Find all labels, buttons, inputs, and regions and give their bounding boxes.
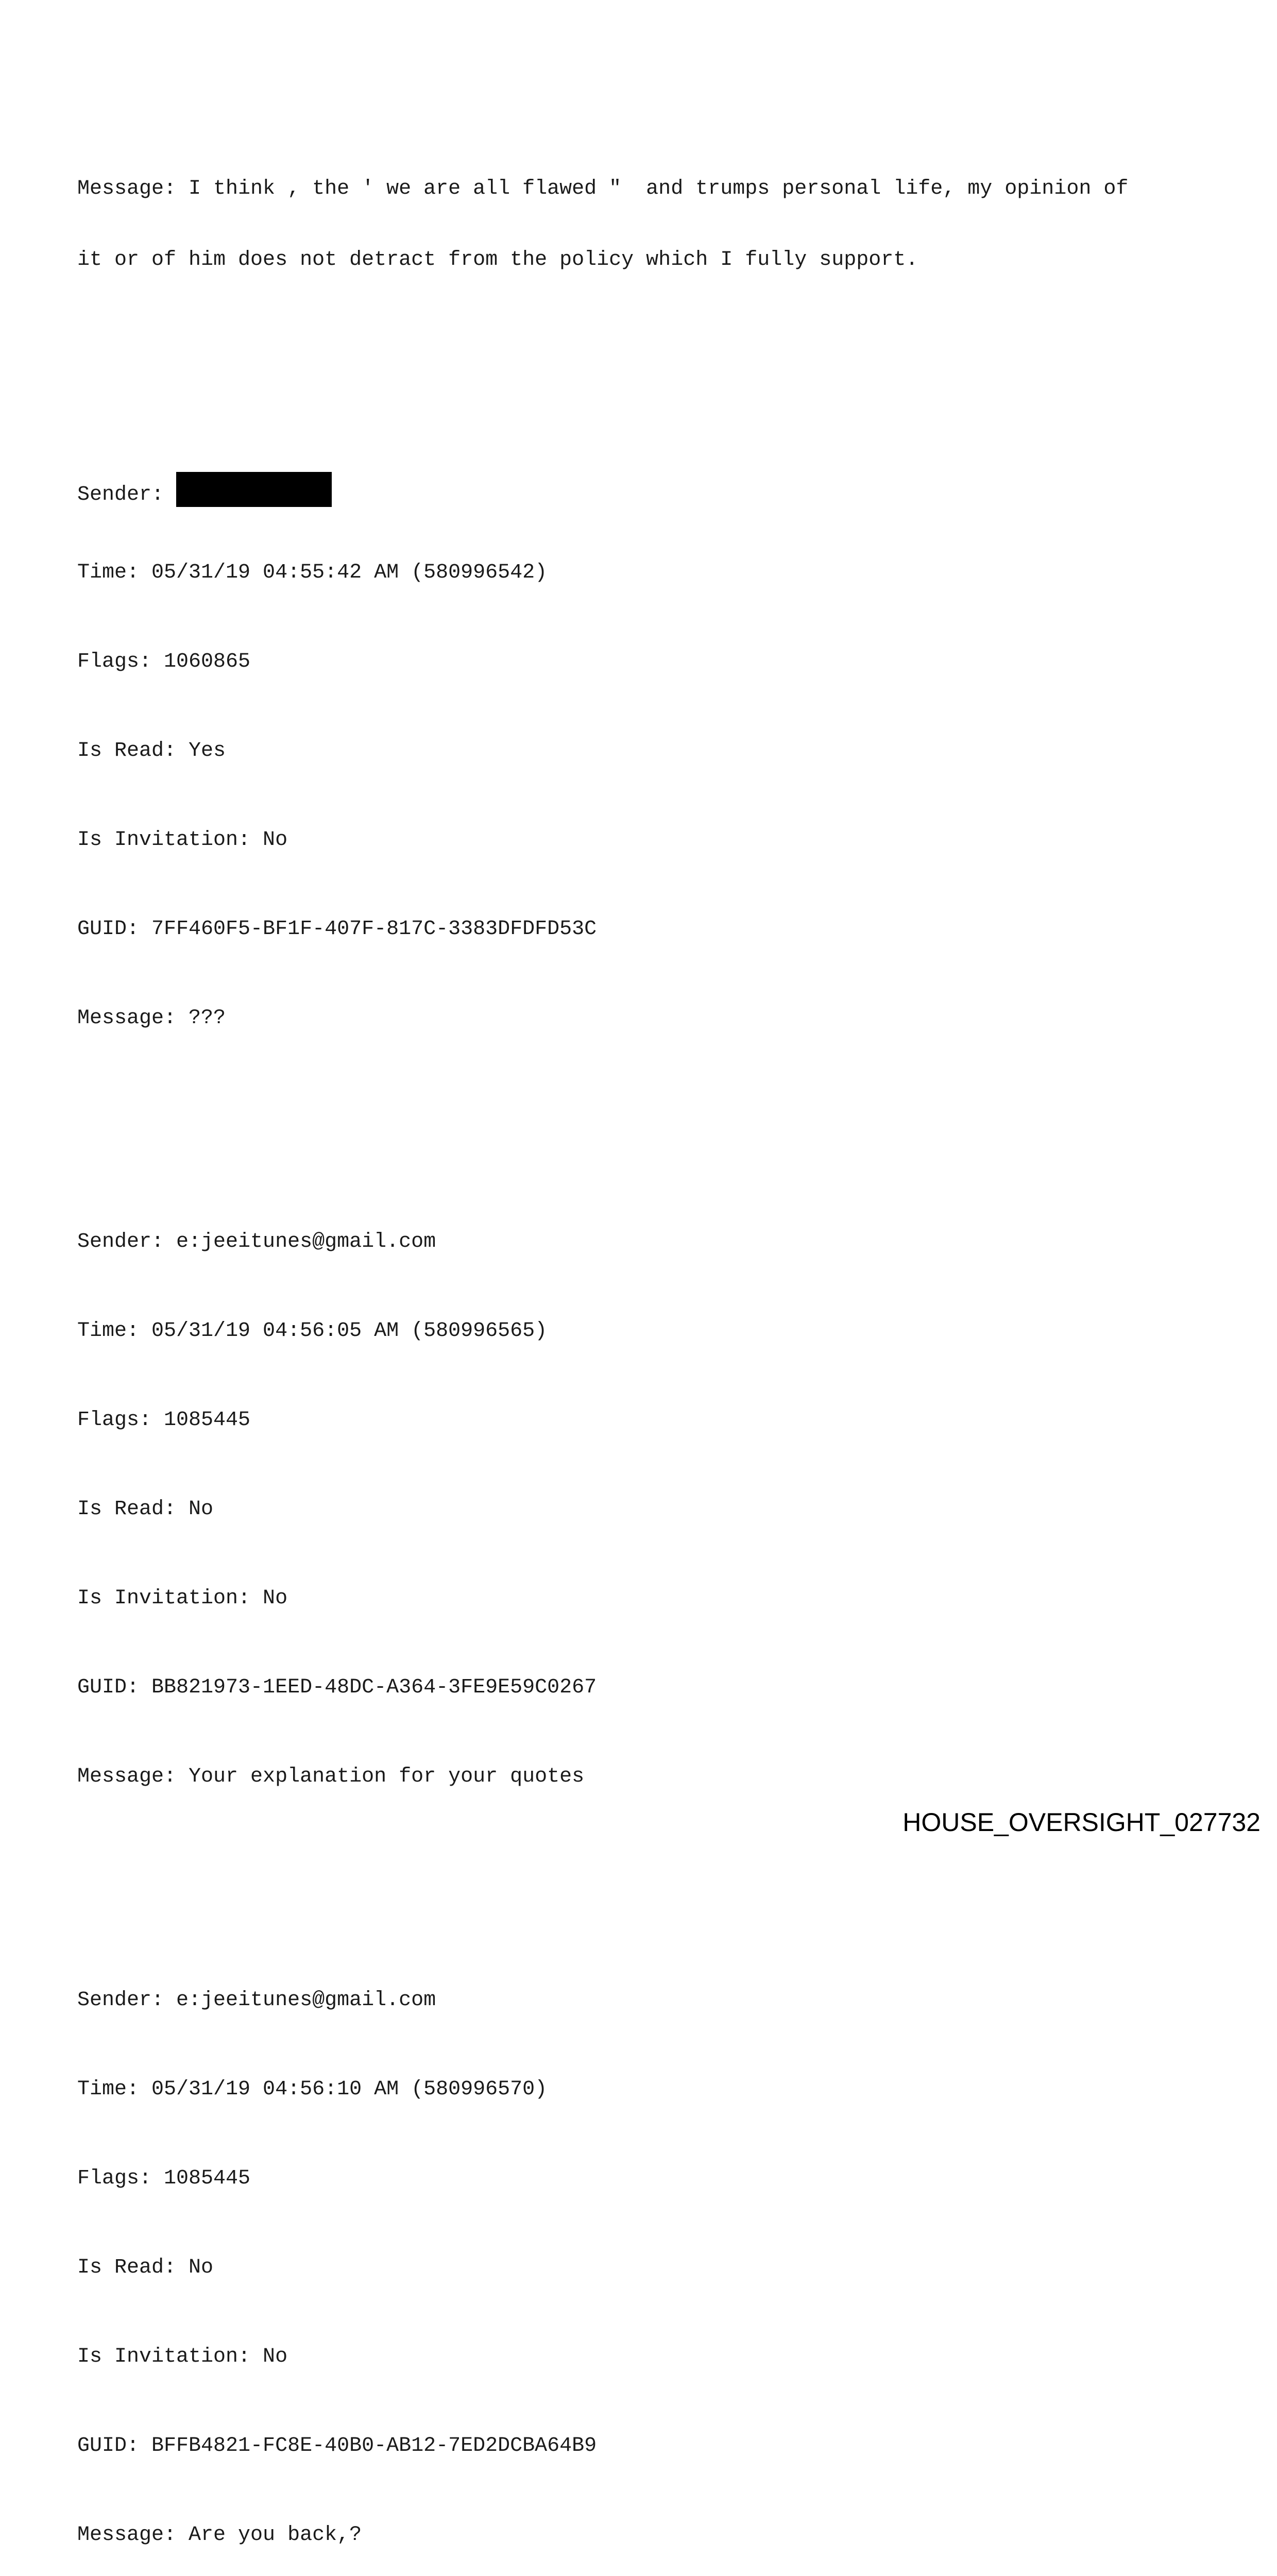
time-field: Time: 05/31/19 04:56:10 AM (580996570) bbox=[77, 2078, 548, 2101]
message-field: Message: ??? bbox=[77, 1007, 226, 1030]
intro-message-line: it or of him does not detract from the policy which I fully support. bbox=[77, 248, 918, 272]
sender-label: Sender: bbox=[77, 1230, 177, 1253]
is-invitation-field: Is Invitation: No bbox=[77, 1587, 288, 1610]
message-log bbox=[77, 82, 1211, 2576]
is-read-field: Is Read: Yes bbox=[77, 739, 226, 762]
is-read-field: Is Read: No bbox=[77, 1498, 214, 1521]
time-field: Time: 05/31/19 04:56:05 AM (580996565) bbox=[77, 1319, 548, 1343]
sender-label: Sender: bbox=[77, 1989, 177, 2012]
intro-message-line: Message: I think , the ' we are all flawed " and trumps personal life, my opinion of bbox=[77, 177, 1129, 200]
message-record bbox=[77, 425, 1211, 1078]
guid-field: GUID: BFFB4821-FC8E-40B0-AB12-7ED2DCBA64B9 bbox=[77, 2434, 597, 2458]
message-record bbox=[77, 1183, 1211, 1836]
intro-message bbox=[77, 130, 1211, 319]
bates-number: HOUSE_OVERSIGHT_027732 bbox=[903, 1808, 1261, 1837]
is-invitation-field: Is Invitation: No bbox=[77, 2345, 288, 2368]
sender-value: e:jeeitunes@gmail.com bbox=[176, 1230, 436, 1253]
is-read-field: Is Read: No bbox=[77, 2256, 214, 2279]
flags-field: Flags: 1060865 bbox=[77, 650, 251, 673]
sender-field bbox=[77, 1989, 1211, 2012]
redaction-box bbox=[176, 472, 332, 507]
sender-field bbox=[77, 472, 1211, 506]
sender-label: Sender: bbox=[77, 483, 177, 506]
guid-field: GUID: 7FF460F5-BF1F-407F-817C-3383DFDFD53C bbox=[77, 918, 597, 941]
time-field: Time: 05/31/19 04:55:42 AM (580996542) bbox=[77, 561, 548, 584]
flags-field: Flags: 1085445 bbox=[77, 2167, 251, 2190]
message-field: Message: Are you back,? bbox=[77, 2523, 362, 2547]
flags-field: Flags: 1085445 bbox=[77, 1409, 251, 1432]
guid-field: GUID: BB821973-1EED-48DC-A364-3FE9E59C0267 bbox=[77, 1676, 597, 1699]
message-field: Message: Your explanation for your quotes bbox=[77, 1765, 585, 1788]
message-record bbox=[77, 1941, 1211, 2576]
sender-field bbox=[77, 1230, 1211, 1254]
sender-value: e:jeeitunes@gmail.com bbox=[176, 1989, 436, 2012]
is-invitation-field: Is Invitation: No bbox=[77, 828, 288, 852]
